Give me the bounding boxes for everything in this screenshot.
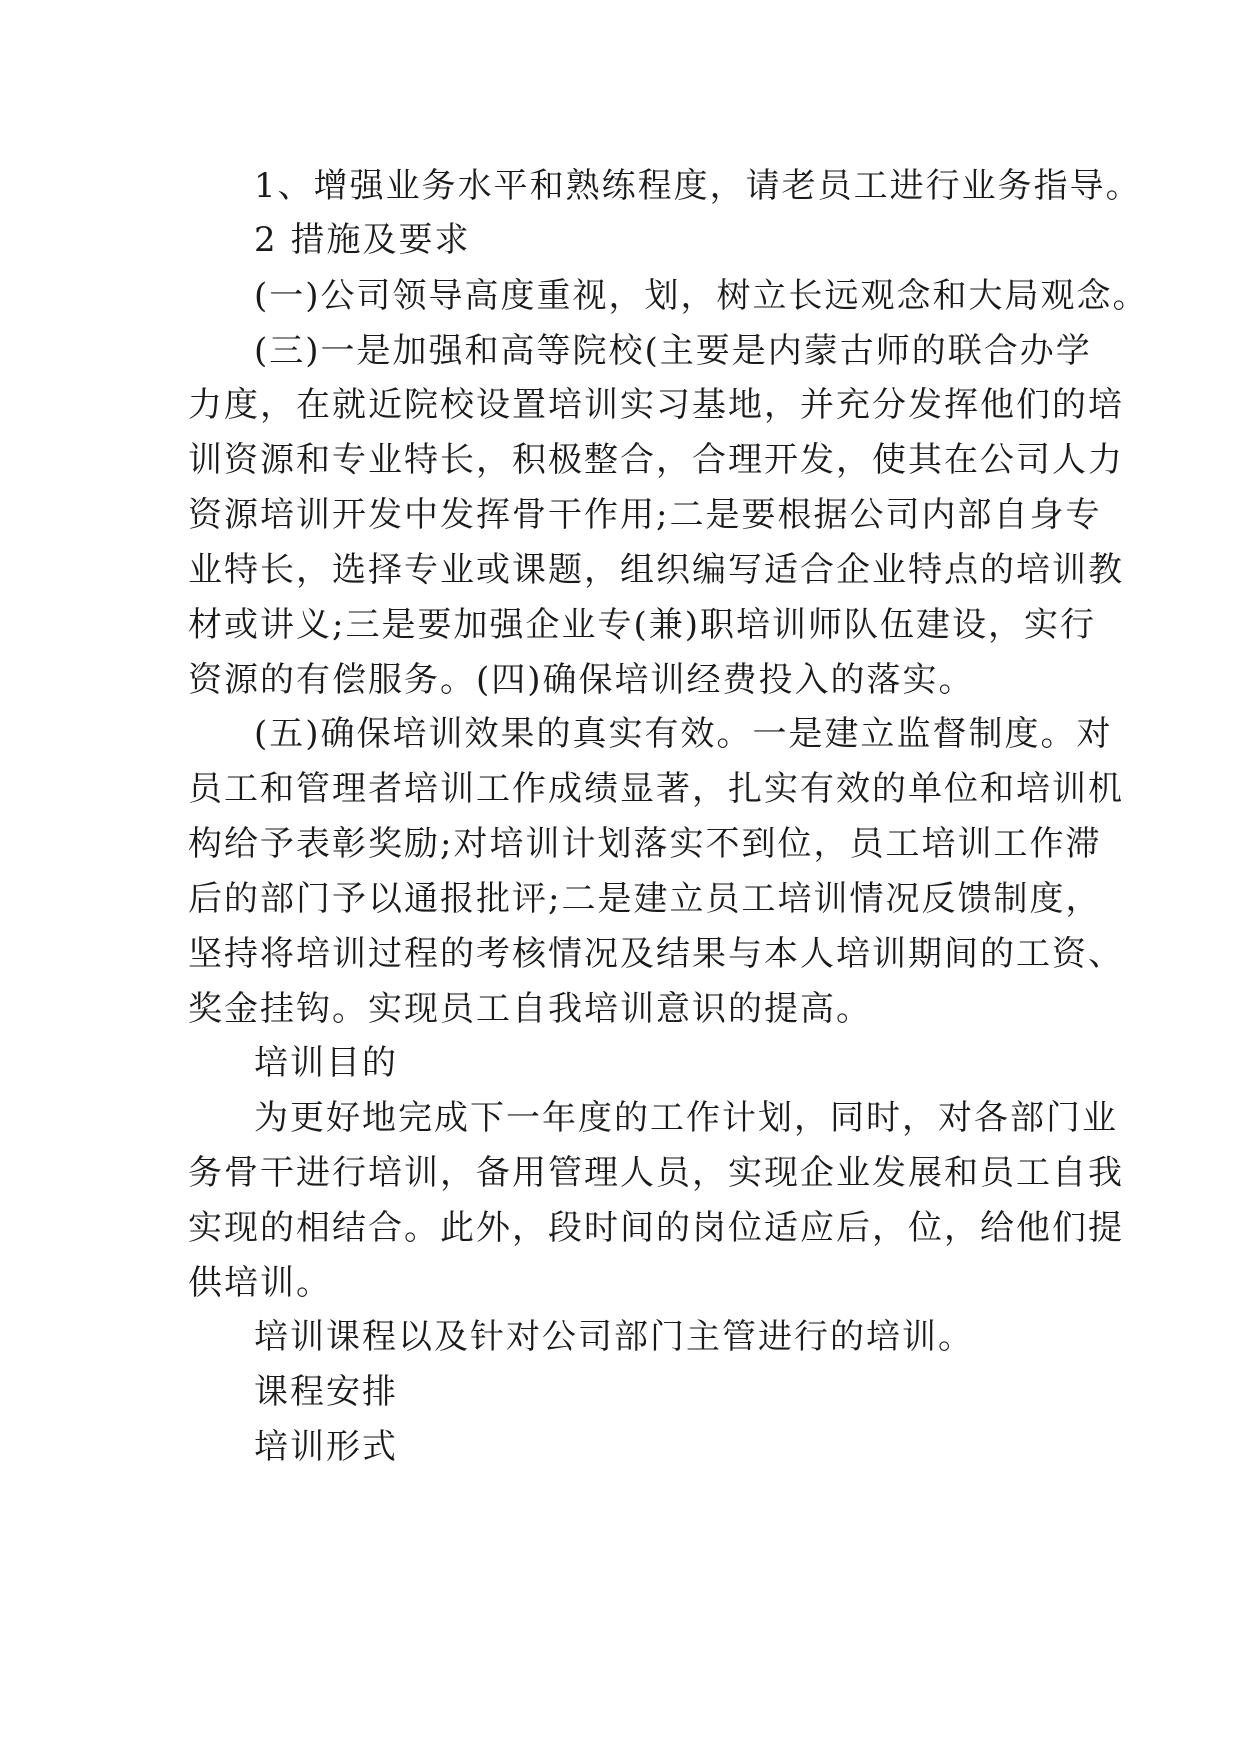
- paragraph-line: 业特长，选择专业或课题，组织编写适合企业特点的培训教: [188, 550, 1124, 590]
- paragraph-line: (五)确保培训效果的真实有效。一是建立监督制度。对: [254, 714, 1113, 754]
- section-heading: 培训形式: [254, 1427, 398, 1467]
- paragraph-line: 构给予表彰奖励;对培训计划落实不到位，员工培训工作滞: [188, 824, 1102, 864]
- paragraph-line: 为更好地完成下一年度的工作计划，同时，对各部门业: [254, 1098, 1118, 1138]
- paragraph-line: 员工和管理者培训工作成绩显著，扎实有效的单位和培训机: [188, 769, 1124, 809]
- paragraph-line: 坚持将培训过程的考核情况及结果与本人培训期间的工资、: [188, 934, 1124, 974]
- paragraph-line: 资源的有偿服务。(四)确保培训经费投入的落实。: [188, 660, 975, 700]
- section-heading: 2 措施及要求: [254, 220, 471, 260]
- paragraph-line: 培训课程以及针对公司部门主管进行的培训。: [254, 1317, 974, 1357]
- paragraph-line: (一)公司领导高度重视，划，树立长远观念和大局观念。: [254, 276, 1149, 316]
- paragraph-line: 1、增强业务水平和熟练程度，请老员工进行业务指导。: [254, 166, 1142, 206]
- paragraph-line: 奖金挂钩。实现员工自我培训意识的提高。: [188, 989, 872, 1029]
- section-heading: 培训目的: [254, 1043, 398, 1083]
- paragraph-line: 资源培训开发中发挥骨干作用;二是要根据公司内部自身专: [188, 495, 1102, 535]
- paragraph-line: 后的部门予以通报批评;二是建立员工培训情况反馈制度，: [188, 879, 1102, 919]
- paragraph-line: 务骨干进行培训，备用管理人员，实现企业发展和员工自我: [188, 1153, 1124, 1193]
- paragraph-line: 材或讲义;三是要加强企业专(兼)职培训师队伍建设，实行: [188, 605, 1096, 645]
- paragraph-line: 力度，在就近院校设置培训实习基地，并充分发挥他们的培: [188, 385, 1124, 425]
- paragraph-line: 实现的相结合。此外，段时间的岗位适应后，位，给他们提: [188, 1208, 1124, 1248]
- paragraph-line: (三)一是加强和高等院校(主要是内蒙古师的联合办学: [254, 331, 1092, 371]
- paragraph-line: 供培训。: [188, 1263, 332, 1303]
- section-heading: 课程安排: [254, 1372, 398, 1412]
- paragraph-line: 训资源和专业特长，积极整合，合理开发，使其在公司人力: [188, 440, 1124, 480]
